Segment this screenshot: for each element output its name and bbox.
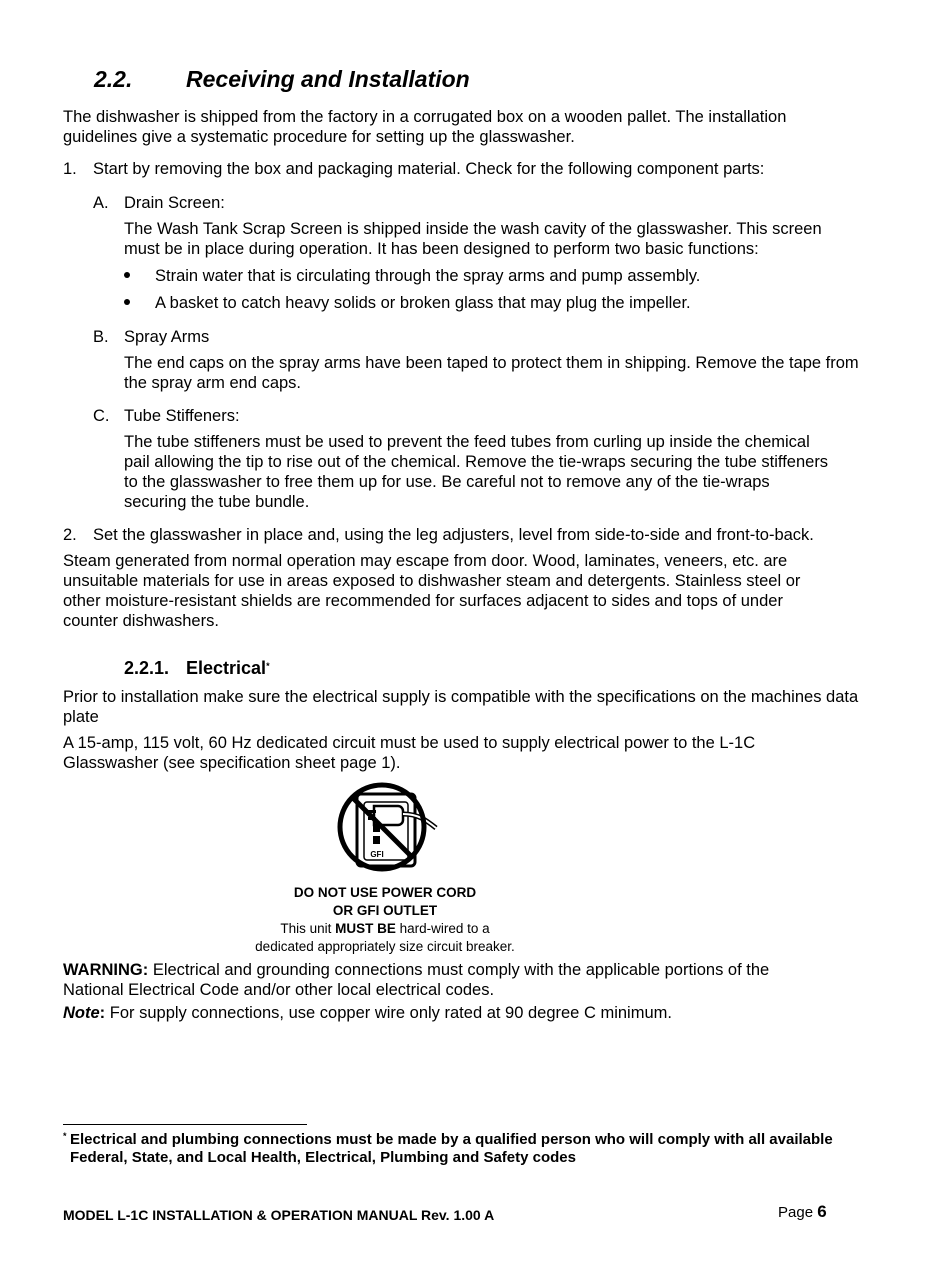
item-c <box>93 406 863 426</box>
item-c-body: The tube stiffeners must be used to prevent the feed tubes from curling up inside the chemical pail allowing the tip to rise out of the chemical. Remove the tie-wraps securing the tube stiffeners to the glasswasher to free them up for use. Be careful not to remove any of the tie-wraps securing the tube bundle. <box>124 433 829 511</box>
item-a-title: Drain Screen: <box>124 194 225 212</box>
footer-page <box>778 1202 827 1223</box>
item-b <box>93 327 863 347</box>
note-label: Note <box>63 1004 100 1022</box>
section-number: 2.2. <box>94 66 133 92</box>
electrical-footnote-mark: * <box>266 661 270 671</box>
step-2-text: Set the glasswasher in place and, using the leg adjusters, level from side-to-side and front-to-back. <box>93 526 814 544</box>
item-a-letter: A. <box>93 194 109 212</box>
footer-manual-title: MODEL L-1C INSTALLATION & OPERATION MANUAL Rev. 1.00 A <box>63 1207 495 1223</box>
caption-line-1: DO NOT USE POWER CORD <box>293 885 477 900</box>
section-title: Receiving and Installation <box>186 66 470 92</box>
warning-label: WARNING: <box>63 961 149 979</box>
electrical-para-2: A 15-amp, 115 volt, 60 Hz dedicated circuit must be used to supply electrical power to the L-1C Glasswasher (see specification sheet page 1). <box>63 734 756 772</box>
step-2-number: 2. <box>63 526 77 544</box>
figure-caption <box>220 884 550 956</box>
footnote-text: Electrical and plumbing connections must be made by a qualified person who will comply with all available Federal, State, and Local Health, Electrical, Plumbing and Safety codes <box>70 1131 833 1166</box>
electrical-title: Electrical <box>186 658 267 678</box>
step-2 <box>63 525 863 545</box>
caption-line-3 <box>220 920 550 938</box>
electrical-number: 2.2.1. <box>124 658 170 678</box>
caption-line-2: OR GFI OUTLET <box>332 903 438 918</box>
caption-line-4: dedicated appropriately size circuit breaker. <box>255 939 515 954</box>
warning-paragraph <box>63 960 823 1000</box>
item-b-title: Spray Arms <box>124 328 210 346</box>
note-paragraph <box>63 1003 863 1023</box>
item-a <box>93 193 863 213</box>
note-text: For supply connections, use copper wire only rated at 90 degree C minimum. <box>105 1004 672 1022</box>
footnote <box>63 1131 883 1167</box>
step-1-number: 1. <box>63 160 77 178</box>
item-b-letter: B. <box>93 328 109 346</box>
electrical-para-1: Prior to installation make sure the electrical supply is compatible with the specifications on the machines data plate <box>63 688 859 726</box>
bullet-2-text: A basket to catch heavy solids or broken glass that may plug the impeller. <box>155 294 691 312</box>
gfi-label: GFI <box>370 850 384 859</box>
footnote-mark: * <box>63 1131 67 1141</box>
page-label: Page <box>778 1204 818 1221</box>
footnote-divider <box>63 1124 307 1125</box>
caption-line-3-pre: This unit <box>280 921 336 936</box>
caption-line-3-post: hard-wired to a <box>395 921 490 936</box>
intro-paragraph: The dishwasher is shipped from the factory in a corrugated box on a wooden pallet. The installation guidelines give a systematic procedure for setting up the glasswasher. <box>63 108 787 146</box>
bullet-1-text: Strain water that is circulating through the spray arms and pump assembly. <box>155 267 701 285</box>
bullet-2 <box>124 293 132 301</box>
step-1 <box>63 159 863 179</box>
item-b-body: The end caps on the spray arms have been taped to protect them in shipping. Remove the tape from the spray arm end caps. <box>124 354 859 392</box>
electrical-heading <box>124 656 270 680</box>
page-number: 6 <box>817 1202 827 1221</box>
caption-line-3-bold: MUST BE <box>335 921 396 936</box>
item-c-title: Tube Stiffeners: <box>124 407 240 425</box>
note-colon: : <box>99 1004 106 1022</box>
section-heading <box>94 64 470 94</box>
steam-note: Steam generated from normal operation may escape from door. Wood, laminates, veneers, etc. are unsuitable materials for use in areas exposed to dishwasher steam and detergents. Stainless steel or other moisture-resistant shields are recommended for surfaces adjacent to sides and tops of under counter dishwashers. <box>63 552 801 630</box>
step-1-text: Start by removing the box and packaging material. Check for the following component parts: <box>93 160 765 178</box>
item-c-letter: C. <box>93 407 110 425</box>
item-a-body: The Wash Tank Scrap Screen is shipped inside the wash cavity of the glasswasher. This screen must be in place during operation. It has been designed to perform two basic functions: <box>124 220 822 258</box>
no-power-cord-icon <box>330 780 442 880</box>
warning-text: Electrical and grounding connections must comply with the applicable portions of the National Electrical Code and/or other local electrical codes. <box>63 961 770 999</box>
bullet-1 <box>124 266 132 274</box>
